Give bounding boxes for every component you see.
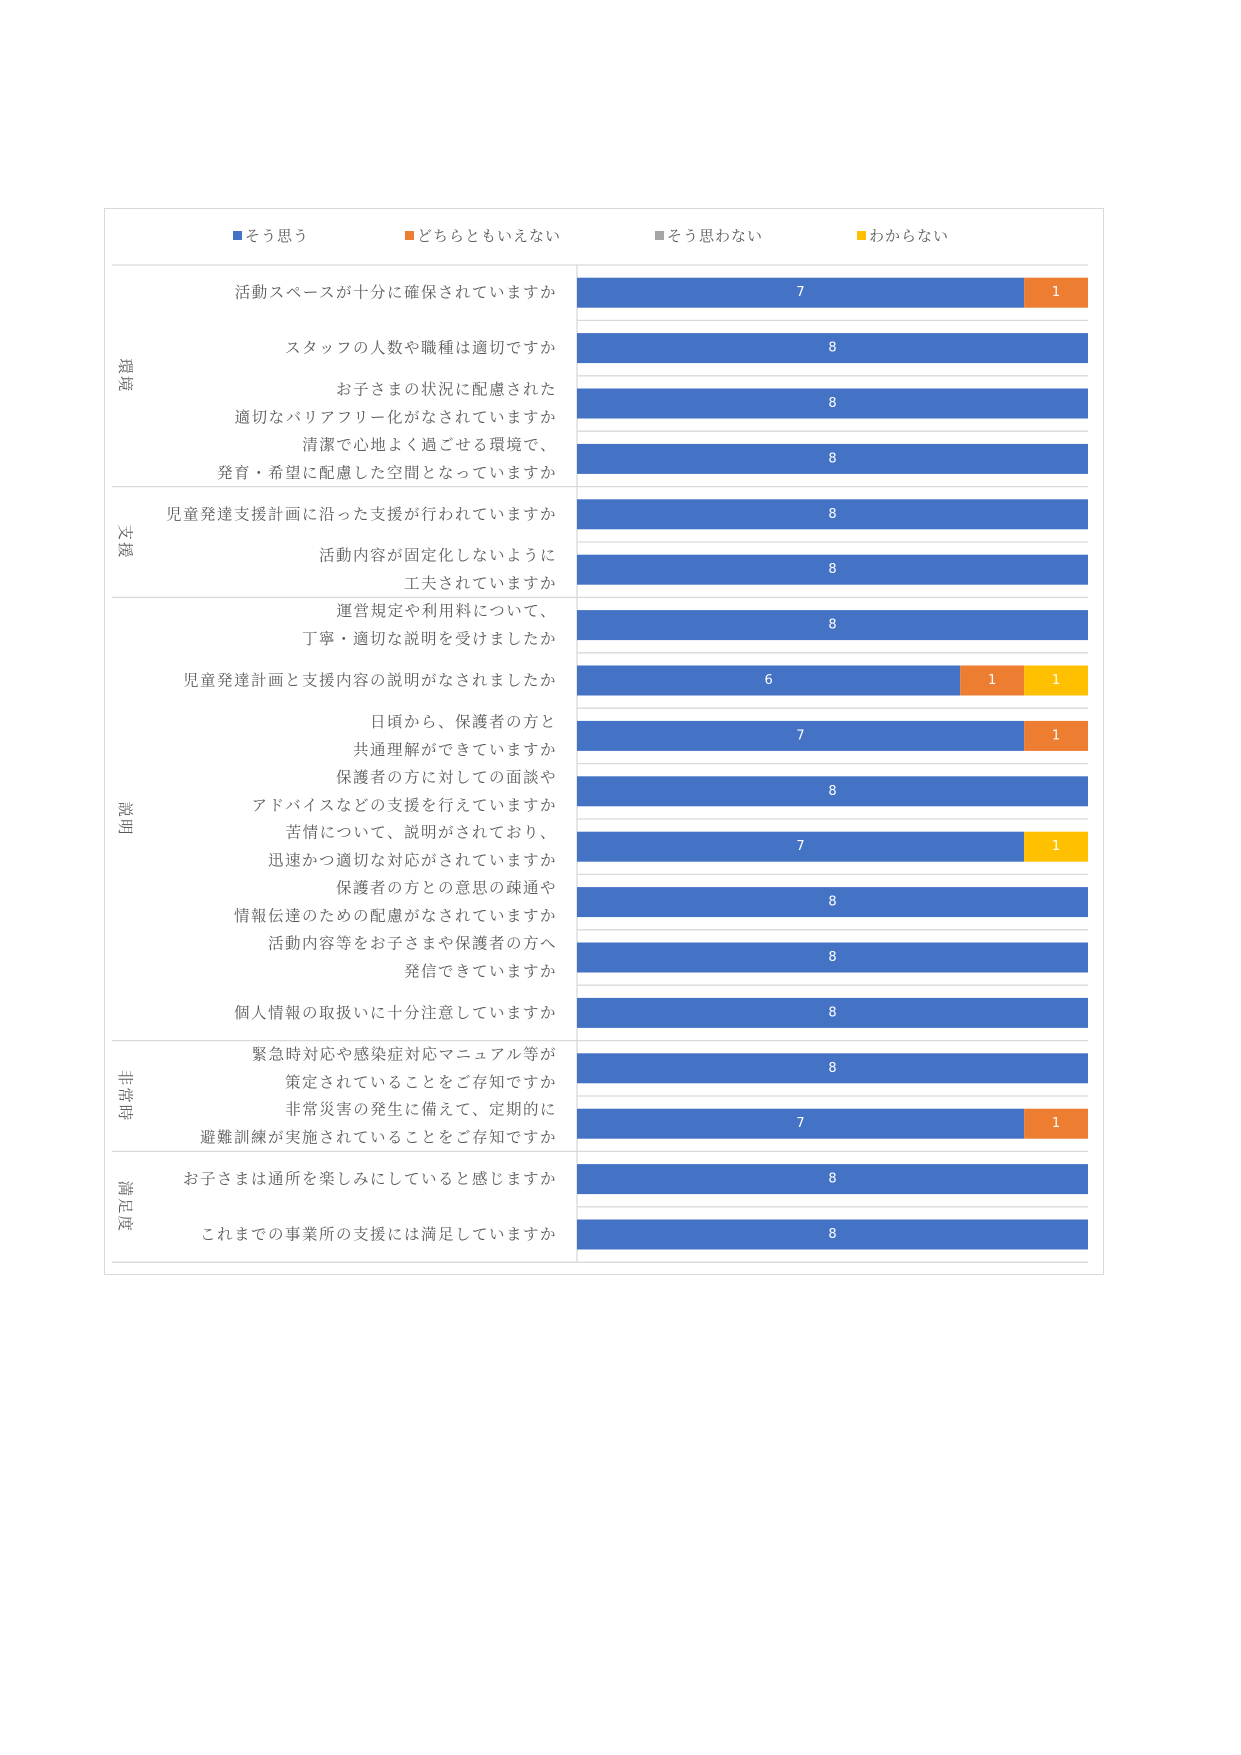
data-label: 8 — [828, 894, 837, 910]
data-label: 1 — [1051, 673, 1061, 688]
legend-label-series-4: わからない — [869, 227, 950, 245]
data-label: 7 — [796, 1116, 805, 1132]
data-label: 1 — [1051, 285, 1061, 301]
category-label: 児童発達計画と支援内容の説明がなされましたか — [182, 671, 557, 690]
group-label: 環境 — [116, 358, 134, 394]
category-label: 活動内容が固定化しないように — [318, 546, 557, 565]
data-label: 1 — [1051, 839, 1061, 855]
category-label: 共通理解ができていますか — [352, 740, 557, 759]
data-label: 7 — [796, 728, 805, 744]
group-label: 支援 — [116, 524, 134, 560]
group-label: 非常時 — [116, 1069, 134, 1123]
category-label: 保護者の方との意思の疎通や — [335, 879, 557, 898]
group-label: 説明 — [116, 801, 134, 837]
category-label: 発信できていますか — [403, 962, 557, 981]
chart-frame — [104, 208, 1104, 1275]
data-label: 8 — [828, 451, 837, 467]
category-label: 苦情について、説明がされており、 — [285, 823, 557, 842]
data-label: 8 — [828, 783, 837, 799]
data-label: 7 — [796, 285, 805, 301]
data-label: 8 — [828, 1227, 837, 1242]
data-label: 8 — [828, 1060, 837, 1076]
data-label: 1 — [1051, 728, 1061, 744]
bar-chart-plot — [105, 209, 1103, 1274]
data-label: 8 — [828, 950, 837, 965]
category-label: 保護者の方に対しての面談や — [335, 768, 557, 787]
category-label: これまでの事業所の支援には満足していますか — [199, 1225, 557, 1244]
category-label: 日頃から、保護者の方と — [369, 712, 557, 731]
data-label: 8 — [828, 396, 837, 411]
category-label: 個人情報の取扱いに十分注意していますか — [233, 1003, 557, 1022]
category-label: 工夫されていますか — [403, 574, 557, 593]
category-label: 児童発達支援計画に沿った支援が行われていますか — [165, 505, 557, 524]
data-label: 1 — [988, 673, 997, 688]
category-label: 発育・希望に配慮した空間となっていますか — [216, 463, 557, 482]
data-label: 8 — [828, 506, 837, 522]
legend-label-series-3: そう思わない — [667, 227, 764, 245]
data-label: 8 — [828, 562, 837, 578]
category-label: 迅速かつ適切な対応がされていますか — [267, 851, 557, 870]
category-label: お子さまは通所を楽しみにしていると感じますか — [182, 1170, 557, 1189]
category-label: 非常災害の発生に備えて、定期的に — [285, 1100, 557, 1119]
category-label: スタッフの人数や職種は適切ですか — [284, 339, 557, 358]
category-label: 活動スペースが十分に確保されていますか — [234, 283, 557, 302]
category-label: 丁寧・適切な説明を受けましたか — [301, 630, 557, 649]
category-label: 策定されていることをご存知ですか — [284, 1073, 557, 1092]
category-label: 運営規定や利用料について、 — [336, 602, 557, 621]
legend-label-series-1: そう思う — [245, 227, 310, 245]
data-label: 8 — [828, 617, 837, 633]
category-label: 情報伝達のための配慮がなされていますか — [233, 907, 557, 926]
category-label: 適切なバリアフリー化がなされていますか — [234, 408, 557, 427]
data-label: 8 — [828, 1171, 837, 1187]
category-label: お子さまの状況に配慮された — [335, 380, 557, 399]
group-label: 満足度 — [116, 1180, 134, 1234]
data-label: 1 — [1051, 1116, 1061, 1132]
category-label: 緊急時対応や感染症対応マニュアル等が — [251, 1045, 557, 1064]
data-label: 6 — [764, 673, 773, 688]
category-label: アドバイスなどの支援を行えていますか — [251, 796, 557, 815]
category-label: 避難訓練が実施されていることをご存知ですか — [199, 1128, 557, 1147]
legend-label-series-2: どちらともいえない — [417, 227, 562, 245]
data-label: 8 — [828, 1005, 837, 1021]
category-label: 清潔で心地よく過ごせる環境で、 — [302, 435, 557, 454]
data-label: 8 — [828, 340, 837, 356]
category-label: 活動内容等をお子さまや保護者の方へ — [267, 934, 557, 953]
data-label: 7 — [796, 839, 805, 855]
